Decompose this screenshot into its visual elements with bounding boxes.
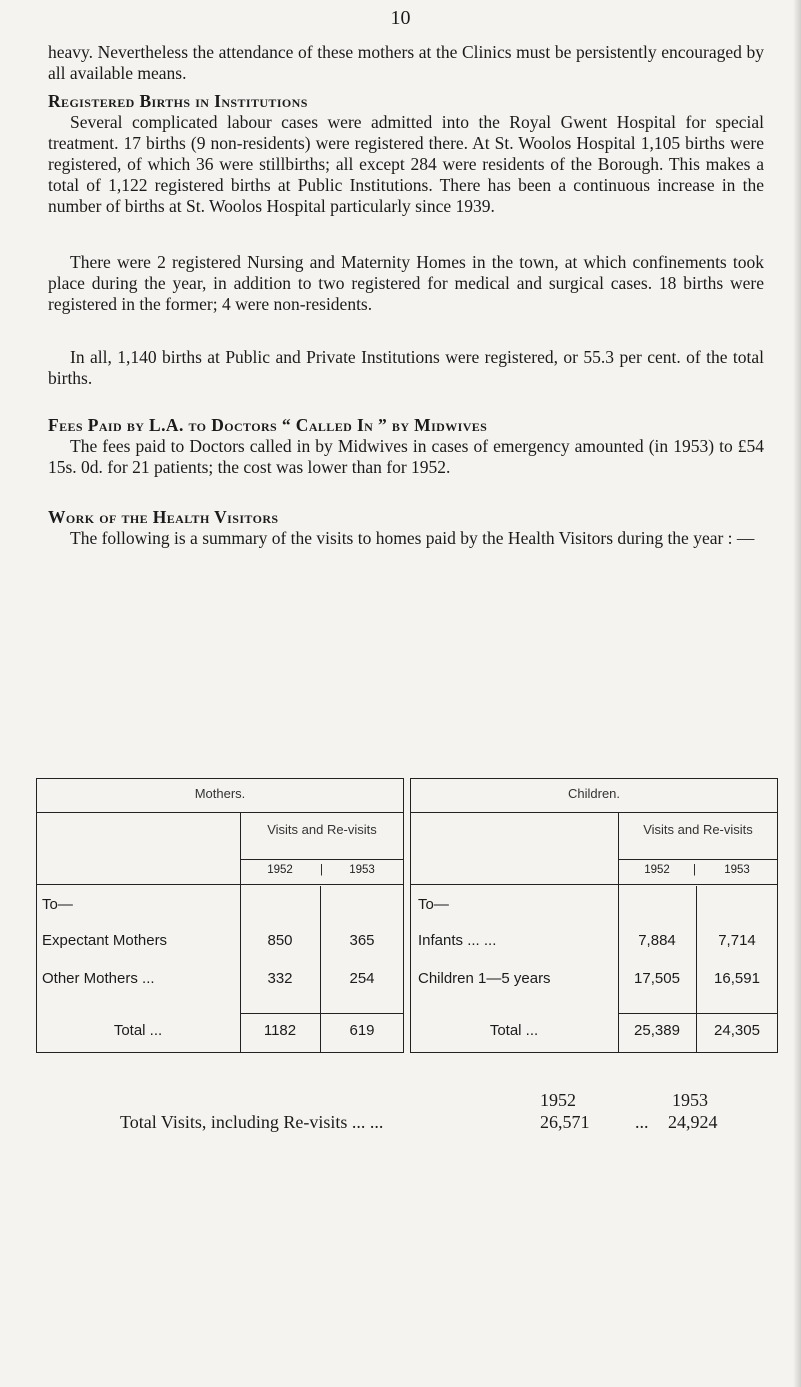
- fees-paragraph: The fees paid to Doctors called in by Midwives in cases of emergency amounted (in 1953) to £54 15s. 0d. for 21 patients; the cost was lower than for 1952.: [48, 436, 764, 477]
- children-box: [410, 778, 778, 1053]
- page-edge-shadow: [793, 0, 801, 1387]
- mothers-row-1952: 332: [267, 970, 293, 987]
- summary-year-1953: 1953: [672, 1090, 708, 1110]
- children-row-1952: 7,884: [638, 932, 676, 949]
- summary-value-1953: 24,924: [668, 1112, 718, 1132]
- children-total-1952: 25,389: [634, 1022, 680, 1039]
- section-heading-registered-births: Registered Births in Institutions: [48, 91, 308, 111]
- page-number: 10: [390, 7, 411, 29]
- summary-label: Total Visits, including Re-visits ... ...: [120, 1112, 384, 1132]
- summary-year-1952: 1952: [540, 1090, 576, 1110]
- children-visits-header: Visits and Re-visits: [643, 822, 753, 837]
- registered-births-paragraph-1: Several complicated labour cases were admitted into the Royal Gwent Hospital for special treatment. 17 births (9 non-residents) were registered there. At St. Woolos Hospital 1,105 births were registered, of which 36 were stillbirths; all except 284 were residents of the Borough. This makes a total of 1,122 registered births at Public Institutions. There has been a continuous increase in the number of births at St. Woolos Hospital particularly since 1939.: [48, 112, 764, 216]
- summary-value-1952: 26,571: [540, 1112, 590, 1132]
- children-row-label: Children 1—5 years: [418, 970, 551, 987]
- children-total-label: Total ...: [489, 1022, 539, 1039]
- health-visitors-paragraph: The following is a summary of the visits to homes paid by the Health Visitors during the year : —: [70, 528, 755, 548]
- children-header: Children.: [567, 786, 621, 801]
- section-heading-fees: Fees Paid by L.A. to Doctors “ Called In ” by Midwives: [48, 415, 488, 435]
- children-to-label: To—: [418, 896, 449, 913]
- mothers-row-label: Expectant Mothers: [42, 932, 168, 949]
- children-row-label: Infants ... ...: [418, 932, 497, 949]
- mothers-total-1952: 1182: [263, 1022, 297, 1039]
- mothers-to-label: To—: [42, 896, 73, 913]
- mothers-row-1953: 365: [349, 932, 375, 949]
- children-year-1952: 1952: [644, 864, 670, 876]
- mothers-box: [36, 778, 404, 1053]
- children-row-1953: 7,714: [718, 932, 756, 949]
- children-row-1953: 16,591: [714, 970, 760, 987]
- intro-paragraph: heavy. Nevertheless the attendance of these mothers at the Clinics must be persistently encouraged by all available means.: [48, 42, 764, 83]
- mothers-year-1952: 1952: [267, 864, 293, 876]
- children-row-1952: 17,505: [634, 970, 680, 987]
- registered-births-paragraph-3: In all, 1,140 births at Public and Private Institutions were registered, or 55.3 per cent. of the total births.: [48, 347, 764, 388]
- children-year-1953: 1953: [724, 864, 750, 876]
- mothers-visits-header: Visits and Re-visits: [267, 822, 377, 837]
- mothers-total-1953: 619: [349, 1022, 375, 1039]
- section-heading-health-visitors: Work of the Health Visitors: [48, 507, 279, 527]
- mothers-total-label: Total ...: [113, 1022, 163, 1039]
- mothers-year-1953: 1953: [349, 864, 375, 876]
- health-visitors-table: Mothers. Children. Visits and Re-visits Visits and Re-visits 1952 | 1953 1952 | 1953 To— Expectant Mothers 850 365 Other Mothers ... 332 254 To— Infants ... ... 7,884 7,714 Children 1—5 years 17,505 16,591 Total ... 1182 619 Total ... 25,389 24,305: [36, 778, 778, 1053]
- mothers-header: Mothers.: [194, 786, 246, 801]
- mothers-row-1952: 850: [267, 932, 293, 949]
- registered-births-paragraph-2: There were 2 registered Nursing and Maternity Homes in the town, at which confinements took place during the year, in addition to two registered for medical and surgical cases. 18 births were registered in the former; 4 were non-residents.: [48, 252, 764, 314]
- summary-separator: ...: [635, 1112, 649, 1132]
- mothers-row-label: Other Mothers ...: [42, 970, 155, 987]
- mothers-row-1953: 254: [349, 970, 375, 987]
- children-total-1953: 24,305: [714, 1022, 760, 1039]
